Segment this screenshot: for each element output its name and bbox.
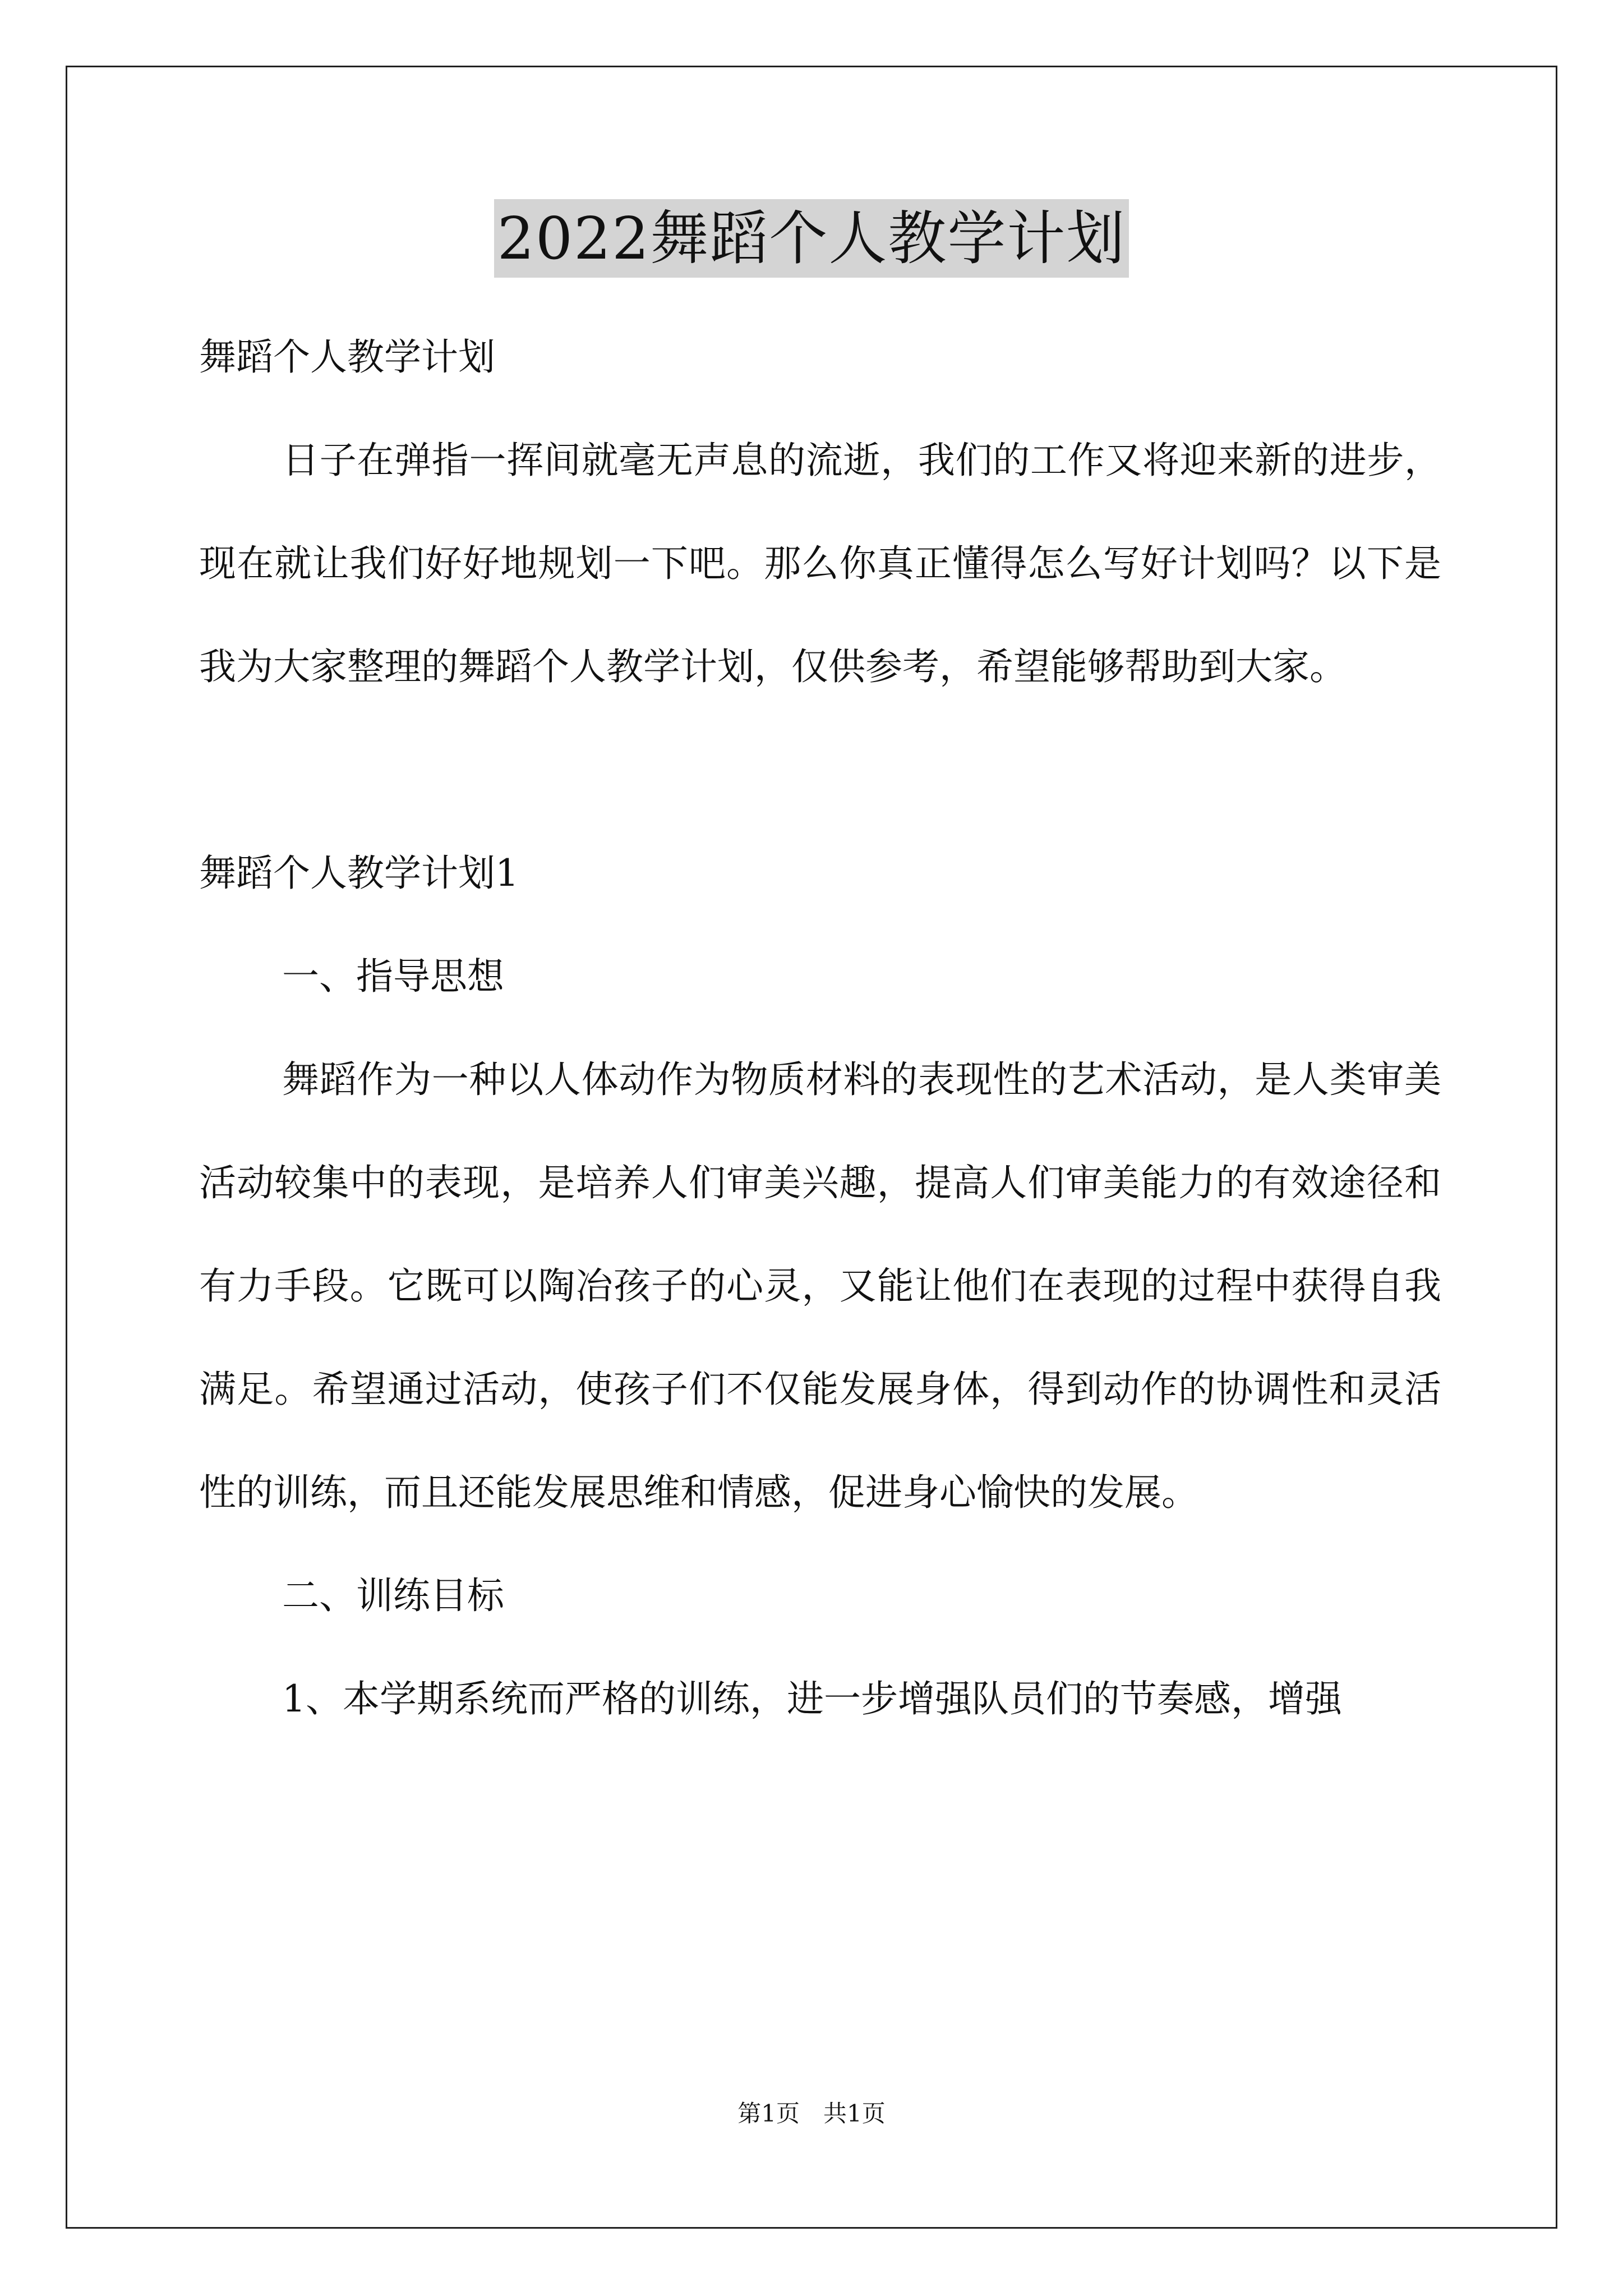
section-title: 舞蹈个人教学计划1 bbox=[199, 852, 519, 895]
heading-guiding-ideology: 一、指导思想 bbox=[282, 955, 504, 998]
intro-paragraph: 日子在弹指一挥间就毫无声息的流逝，我们的工作又将迎来新的进步，现在就让我们好好地规划一下吧。那么你真正懂得怎么写好计划吗？以下是我为大家整理的舞蹈个人教学计划，仅供参考，希望能够帮助到大家。 bbox=[199, 439, 1441, 688]
spacer bbox=[199, 719, 1441, 822]
subtitle: 舞蹈个人教学计划 bbox=[199, 335, 495, 379]
paragraph-training-goals: 1、本学期系统而严格的训练，进一步增强队员们的节奏感，增强 bbox=[282, 1677, 1342, 1720]
document-title: 2022舞蹈个人教学计划 bbox=[494, 199, 1129, 278]
title-container bbox=[0, 199, 1623, 278]
document-body bbox=[199, 306, 1441, 1751]
heading-training-goals: 二、训练目标 bbox=[282, 1574, 504, 1617]
page-footer: 第1页 共1页 bbox=[737, 2100, 886, 2127]
paragraph-guiding-ideology: 舞蹈作为一种以人体动作为物质材料的表现性的艺术活动，是人类审美活动较集中的表现，是培养人们审美兴趣，提高人们审美能力的有效途径和有力手段。它既可以陶冶孩子的心灵，又能让他们在表现的过程中获得自我满足。希望通过活动，使孩子们不仅能发展身体，得到动作的协调性和灵活性的训练，而且还能发展思维和情感，促进身心愉快的发展。 bbox=[199, 1058, 1441, 1514]
